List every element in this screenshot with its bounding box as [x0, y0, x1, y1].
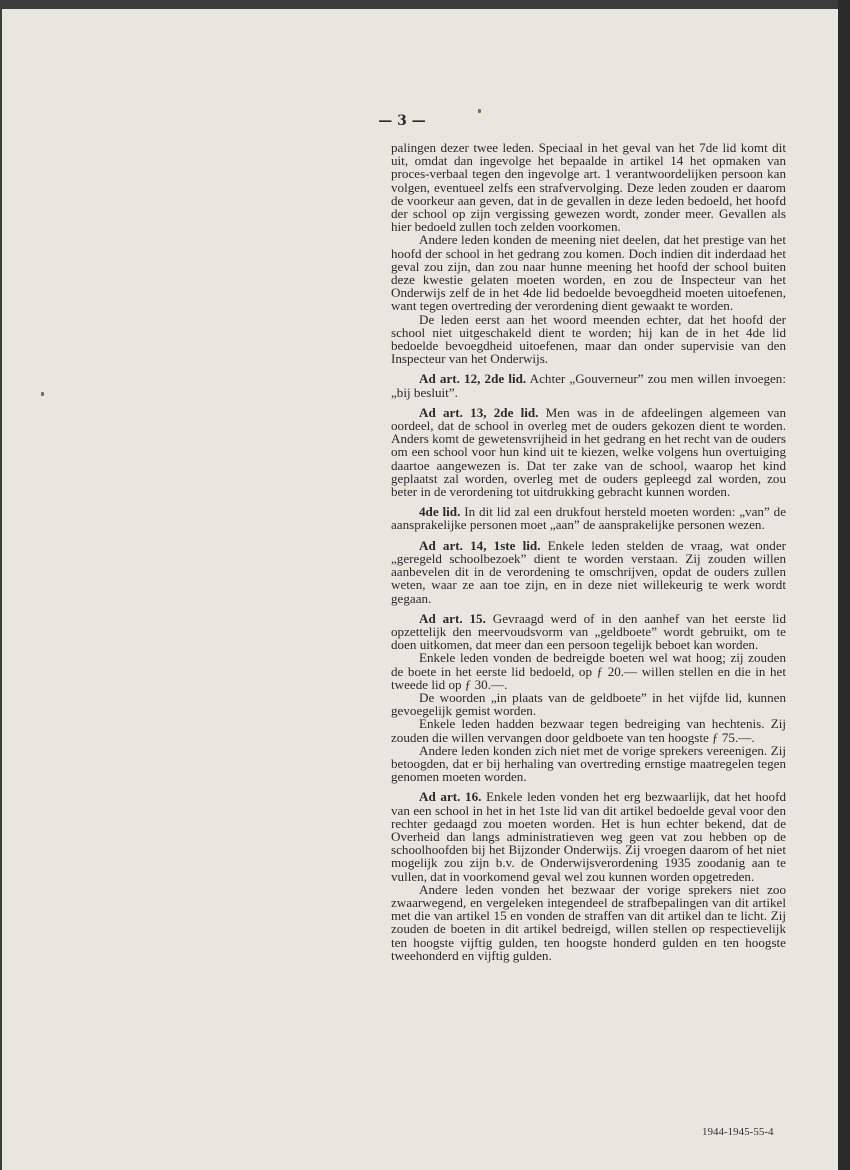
paragraph: Andere leden konden de meening niet deelen, dat het prestige van het hoofd der school in het gedrang zou komen. Doch indien dit inderdaad het geval zou zijn, dan zou naar hunne meening het hoofd der school buiten deze kwestie gelaten moeten worden, en zou de Inspecteur van het Onderwijs zelf de in het 4de lid bedoelde bevoegdheid moeten uitoefenen, want tegen overtreding der verordening dient gewaakt te worden. — [391, 232, 786, 314]
document-page — [2, 9, 838, 1170]
article-heading: Ad art. 13, 2de lid. — [419, 404, 539, 420]
paragraph: De woorden „in plaats van de geldboete” in het vijfde lid, kunnen gevoegelijk gemist worden. — [391, 689, 786, 719]
article-paragraph: Ad art. 14, 1ste lid. Enkele leden stelden de vraag, wat onder „geregeld schoolbezoek” dient te worden verstaan. Zij zouden willen aanbevelen dit in de verordening te omschrijven, opdat de ouders zullen weten, waar ze aan toe zijn, en in deze niet willekeurig te werk wordt gegaan. — [391, 537, 786, 606]
paragraph: palingen dezer twee leden. Speciaal in het geval van het 7de lid komt dit uit, omdat dan ingevolge het bepaalde in artikel 14 het opmaken van proces-verbaal tegen den ingevolge art. 1 verantwoordelijken persoon kan volgen, eventueel zelfs een strafvervolging. Deze leden zouden er daarom de voorkeur aan geven, dat in de gevallen in deze leden bedoeld, het hoofd der school op zijn vergissing gewezen wordt, zonder meer. Gevallen als hier bedoeld zullen toch zelden voorkomen. — [391, 140, 786, 235]
article-heading: Ad art. 14, 1ste lid. — [419, 537, 541, 553]
paragraph: Andere leden vonden het bezwaar der vorige sprekers niet zoo zwaarwegend, en vergeleken integendeel de strafbepalingen van dit artikel met die van artikel 15 en vonden de straffen van dit artikel dan te licht. Zij zouden de boeten in dit artikel bedreigd, willen stellen op respectievelijk ten hoogste vijftig gulden, ten hoogste honderd gulden en ten hoogste tweehonderd en vijftig gulden. — [391, 881, 786, 963]
article-paragraph: Ad art. 13, 2de lid. Men was in de afdeelingen algemeen van oordeel, dat de school in overleg met de ouders gekozen dient te worden. Anders komt de gewetensvrijheid in het gedrang en het recht van de ouders om een school voor hun kind uit te kiezen, welke volgens hun overtuiging daartoe aangewezen is. Dat ter zake van de school, waarop het kind geplaatst zal worden, overleg met de ouders gepleegd zal worden, zou beter in de verordening tot uitdrukking gebracht kunnen worden. — [391, 404, 786, 500]
body-text — [391, 141, 786, 962]
article-heading: 4de lid. — [419, 504, 461, 520]
paragraph: Andere leden konden zich niet met de vorige sprekers vereenigen. Zij betoogden, dat er bij herhaling van overtreding ernstige maatregelen tegen genomen moeten worden. — [391, 742, 786, 785]
paper-speck — [41, 392, 44, 396]
article-heading: Ad art. 16. — [419, 789, 482, 805]
article-heading: Ad art. 15. — [419, 610, 486, 626]
paper-speck — [478, 109, 481, 113]
paragraph: Enkele leden vonden de bedreigde boeten wel wat hoog; zij zouden de boete in het eerste lid bedoeld, op ƒ 20.— willen stellen en die in het tweede lid op ƒ 30.—. — [391, 650, 786, 692]
scan-edge — [838, 0, 850, 1170]
paragraph: Enkele leden hadden bezwaar tegen bedreiging van hechtenis. Zij zouden die willen vervangen door geldboete van ten hoogste ƒ 75.—. — [391, 716, 786, 745]
page-number: — 3 — — [378, 113, 426, 129]
article-heading: Ad art. 12, 2de lid. — [419, 371, 527, 387]
article-paragraph: 4de lid. In dit lid zal een drukfout hersteld moeten worden: „van” de aansprakelijke personen moet „aan” de aansprakelijke personen wezen. — [391, 504, 787, 533]
paragraph: De leden eerst aan het woord meenden echter, dat het hoofd der school niet uitgeschakeld dient te worden; hij kan de in het 4de lid bedoelde bevoegdheid uitoefenen, maar dan onder supervisie van den Inspecteur van het Onderwijs. — [391, 311, 786, 367]
article-paragraph: Ad art. 16. Enkele leden vonden het erg bezwaarlijk, dat het hoofd van een school in het in het 1ste lid van dit artikel bedoelde geval voor den rechter gedaagd zou moeten worden. Het is hun echter bekend, dat de Overheid dan langs administratieven weg geen vat zou hebben op de schoolhoofden bij het Bijzonder Onderwijs. Zij vroegen daarom of het niet mogelijk zou zijn b.v. de Onderwijsverordening 1935 zoodanig aan te vullen, dat in voorkomend geval wel zou kunnen worden opgetreden. — [391, 789, 786, 884]
archive-code: 1944-1945-55-4 — [702, 1126, 774, 1138]
article-paragraph: Ad art. 12, 2de lid. Achter „Gouverneur” zou men willen invoegen: „bij besluit”. — [391, 371, 786, 400]
article-paragraph: Ad art. 15. Gevraagd werd of in den aanhef van het eerste lid opzettelijk den meervoudsvorm van „geldboete” wordt gebruikt, om te doen uitkomen, dat meer dan een persoon tegelijk beboet kan worden. — [391, 610, 786, 653]
